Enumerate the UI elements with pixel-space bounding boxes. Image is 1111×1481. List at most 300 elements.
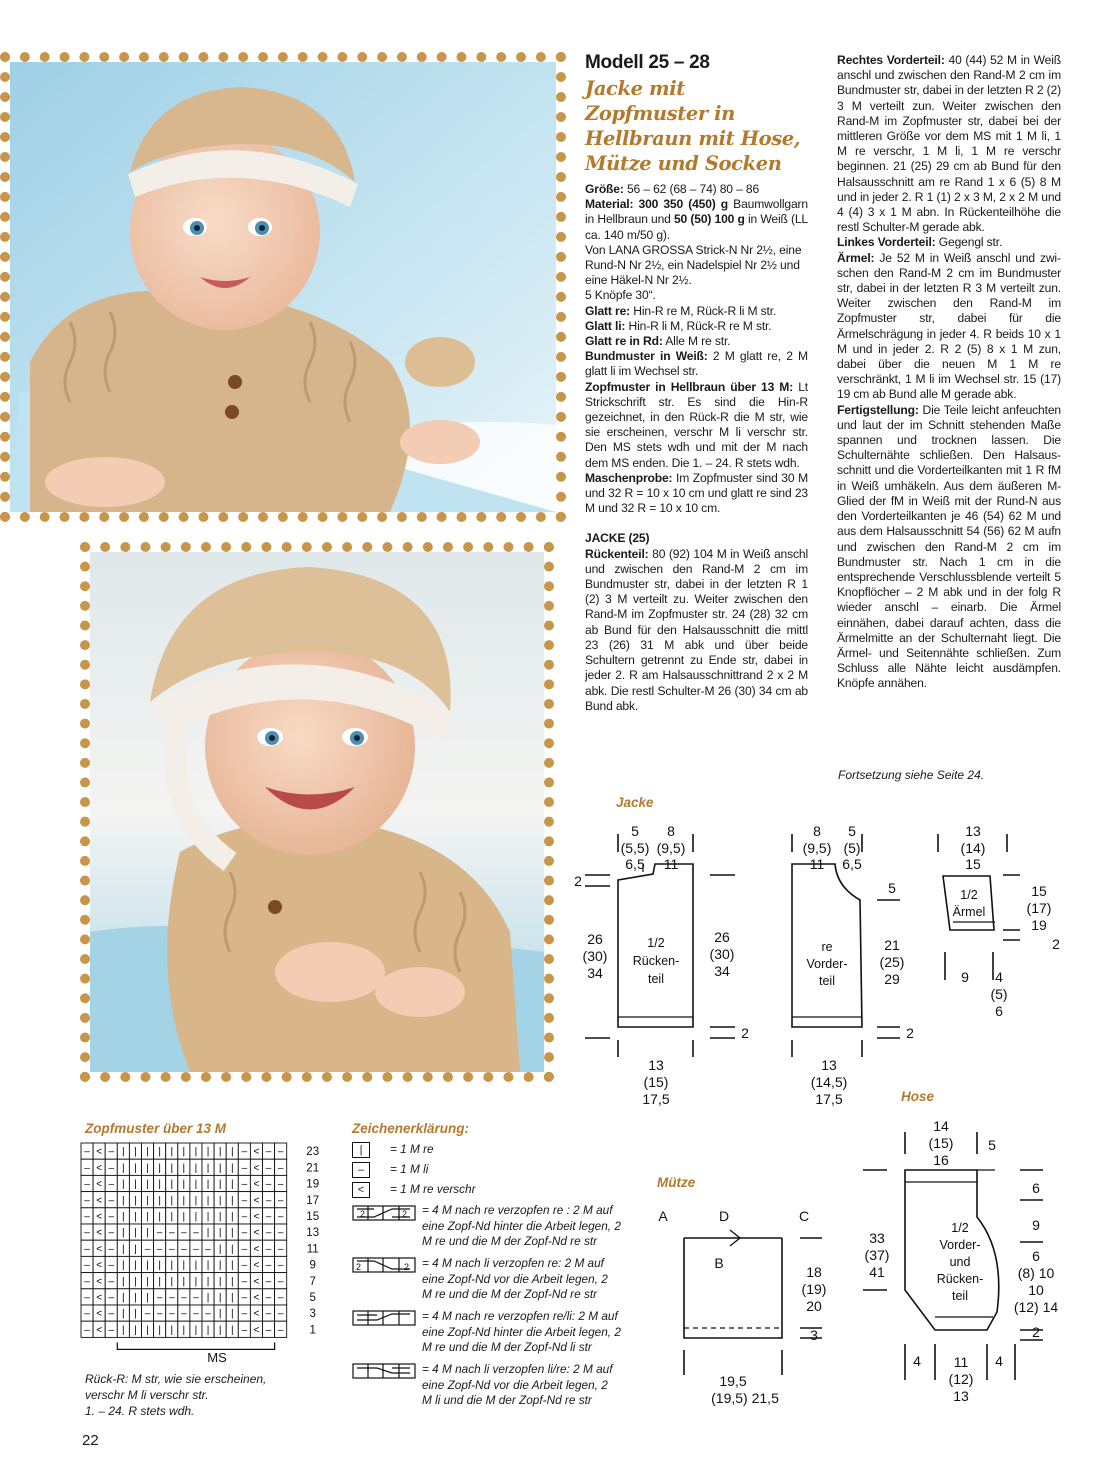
chart-row-number: 11 [306,1243,319,1256]
pants-dim-bottom-mid: (12) [948,1371,974,1387]
chart-cell-symbol: | [182,1276,186,1288]
legend-item [352,1180,642,1200]
svg-text:2: 2 [360,1209,366,1219]
pants-label: 1/2 [951,1221,969,1235]
sleeve-dim-bottom-left: 9 [961,969,969,985]
pants-dim-top: 16 [933,1152,949,1168]
hose-title: Hose [901,1089,935,1104]
chart-cell-symbol: | [218,1260,222,1272]
chart-cell-symbol: – [108,1324,115,1336]
chart-cell-symbol: | [146,1179,149,1191]
chart-cell-symbol: | [218,1211,222,1223]
stitch-text: Hin-R li M, Rück-R re M str. [625,318,772,333]
chart-cell-symbol: – [265,1146,272,1158]
front-dim-right-h: (25) [879,954,905,970]
chart-cell-symbol: | [194,1324,198,1336]
chart-cell-symbol: – [265,1276,272,1288]
chart-cell-symbol: | [122,1195,125,1207]
finishing-text: Die Teile leicht anfeuchten und laut der im Schnitt stehenden Maße spannen und trocknen lassen. Die Schulternähte schließen. Den Halsausschnitt und die Vorderteilkanten mit 1 R fM in Weiß umhäkeln. Aus dem äußeren M-Glied der fM in Weiß mit der Rund-N aus den Vorderteilkanten je 46 (54) 62 M und aus dem Halsausschnitt 54 (56) 62 M aufn und zwischen den Rand-M 2 cm im Bundmuster str. Nach 1 cm in die entsprechende Verschlussblende verteilt 5 Knopflöcher – 2 M abk und in der folg R wieder anschl – einarb. Die Ärmel einnähen, dabei darauf achten, dass die Ärmelmitte an der Schulternaht liegt. Die Ärmel- und Seitennähte schließen. Zum Schluss alle Nähte leicht ausdämpfen. Knöpfe annähen. [837,402,1061,691]
pattern-title [585,76,825,176]
chart-cell-symbol: – [241,1276,248,1288]
gauge-text: Im Zopfmuster sind 30 M und 32 R = 10 x 10 cm und glatt re sind 23 M und 32 R = 10 x 10 cm. [585,470,808,516]
chart-cell-symbol: | [122,1260,125,1272]
chart-cell-symbol: | [194,1260,198,1272]
needles-text: Von LANA GROSSA Strick-N Nr 2½, eine Rund-N Nr 2½, ein Nadelspiel Nr 2½ und eine Häkel-N Nr 2½. [585,242,802,288]
chart-cell-symbol: | [158,1179,161,1191]
chart-cell-symbol: < [96,1324,103,1336]
back-dim-top-left: 6,5 [625,856,645,872]
chart-row-number: 15 [306,1210,320,1223]
chart-cell-symbol: < [96,1243,103,1255]
chart-cell-symbol: | [230,1146,234,1158]
back-dim-left-h: 26 [587,931,603,947]
chart-cell-symbol: – [205,1308,211,1320]
sleeve-label: Ärmel: [837,250,875,265]
chart-cell-symbol: – [181,1308,187,1320]
stitch-text: Alle M re str. [662,334,731,349]
cable-legend-item [422,1256,652,1309]
chart-cell-symbol: < [96,1146,103,1158]
chart-cell-symbol: | [182,1162,186,1174]
legend-title: Zeichenerklärung: [352,1121,470,1136]
material-label: Material: 300 350 (450) g [585,197,729,212]
chart-cell-symbol: – [108,1276,115,1288]
pants-label: und [949,1255,971,1269]
chart-cell-symbol: | [194,1211,198,1223]
chart-row-number: 19 [306,1178,320,1191]
chart-cell-symbol: – [108,1211,115,1223]
chart-cell-symbol: | [134,1195,137,1207]
chart-cell-symbol: – [277,1308,284,1320]
muetze-diagram [650,1200,850,1410]
chart-cell-symbol: – [265,1162,272,1174]
front-dim-bottom: 13 [821,1057,837,1073]
chart-title: Zopfmuster über 13 M [85,1121,227,1136]
cable-legend-item [422,1203,652,1256]
chart-cell-symbol: – [84,1260,90,1272]
chart-cell-symbol: – [277,1227,284,1239]
pants-dim-top: 14 [933,1118,949,1134]
chart-cell-symbol: – [84,1146,90,1158]
chart-cell-symbol: – [241,1243,248,1255]
chart-note [85,1371,305,1419]
chart-cell-symbol: < [253,1146,260,1158]
back-dim-top-left: (5,5) [620,840,650,856]
front-left-label: Linkes Vorderteil: [837,235,936,250]
chart-cell-symbol: | [170,1146,174,1158]
chart-cell-symbol: < [253,1276,260,1288]
hat-dim-right-h: 20 [806,1298,822,1314]
jacke-schema-diagram [565,812,1065,1112]
chart-cell-symbol: – [144,1308,151,1320]
stitch-label: Bundmuster in Weiß: [585,349,708,364]
legend-symbol: – [352,1162,370,1178]
chart-cell-symbol: – [277,1292,284,1304]
chart-row-number: 5 [309,1291,316,1304]
chart-cell-symbol: | [134,1179,137,1191]
back-piece-label: Rücken- [632,954,680,968]
jacke-schema-title: Jacke [616,795,654,810]
chart-cell-symbol: – [265,1292,272,1304]
chart-cell-symbol: | [230,1211,234,1223]
chart-cell-symbol: | [206,1195,210,1207]
back-dim-right-h: 26 [714,929,730,945]
cable-chart-grid [81,1143,287,1349]
front-dim-top-left: 11 [809,856,825,872]
sleeve-dim-top: 13 [965,823,981,839]
chart-cell-symbol: | [158,1162,161,1174]
pants-label: teil [952,1289,968,1303]
cable-symbol-right-purl [353,1311,415,1325]
chart-cell-symbol: | [230,1195,234,1207]
chart-cell-symbol: – [108,1162,115,1174]
chart-cell-symbol: | [218,1243,222,1255]
pants-dim-left-h: 41 [869,1264,885,1280]
chart-cell-symbol: – [277,1243,284,1255]
chart-cell-symbol: | [182,1195,186,1207]
chart-cell-symbol: | [122,1211,125,1223]
chart-cell-symbol: | [134,1276,137,1288]
chart-row-number: 13 [306,1227,320,1240]
chart-cell-symbol: | [218,1308,222,1320]
hat-dim-right-h: (19) [801,1281,827,1297]
chart-cell-symbol: < [253,1162,260,1174]
back-dim-right-h: 34 [714,963,730,979]
chart-cell-symbol: – [241,1162,248,1174]
pants-label: Rücken- [936,1272,984,1286]
chart-cell-symbol: | [206,1227,210,1239]
chart-cell-symbol: – [265,1243,272,1255]
chart-cell-symbol: | [122,1308,125,1320]
sleeve-dim-top: 15 [965,856,981,872]
cable-legend-line: M li und die M der Zopf-Nd re str [422,1393,592,1407]
chart-cell-symbol: | [122,1146,125,1158]
chart-cell-symbol: – [168,1308,175,1320]
chart-cell-symbol: | [194,1162,198,1174]
size-text: 56 – 62 (68 – 74) 80 – 86 [623,182,760,196]
cable-legend-line: M re und die M der Zopf-Nd re str [422,1287,598,1301]
pants-dim-bottom-left: 4 [913,1353,921,1369]
chart-cell-symbol: – [84,1276,90,1288]
chart-cell-symbol: – [84,1195,90,1207]
continuation-note: Fortsetzung siehe Seite 24. [838,768,985,782]
chart-cell-symbol: – [277,1179,284,1191]
cable-legend-line: eine Zopf-Nd hinter die Arbeit legen, 2 [422,1324,621,1339]
cable-legend-line: M re und die M der Zopf-Nd re str [422,1234,598,1248]
chart-cell-symbol: – [84,1308,90,1320]
chart-cell-symbol: – [241,1260,248,1272]
sleeve-dim-bottom-right: 6 [995,1003,1003,1019]
back-dim-top-right: 8 [667,823,675,839]
chart-cell-symbol: | [122,1324,125,1336]
baby-photo-bottom-image [90,552,544,1072]
chart-cell-symbol: < [96,1260,103,1272]
chart-cell-symbol: – [156,1227,163,1239]
legend-symbol: | [352,1142,370,1158]
chart-cell-symbol: – [277,1260,284,1272]
front-dim-top-right: 5 [848,823,856,839]
chart-cell-symbol: | [218,1146,222,1158]
chart-cell-symbol: – [265,1227,272,1239]
chart-cell-symbol: – [193,1227,199,1239]
chart-cell-symbol: – [156,1243,163,1255]
chart-cell-symbol: | [158,1276,161,1288]
chart-cell-symbol: | [230,1179,234,1191]
chart-cell-symbol: – [241,1146,248,1158]
chart-cell-symbol: – [168,1227,175,1239]
chart-ms-label: MS [207,1350,227,1365]
sleeve-label: 1/2 [960,888,978,902]
material-weight: 50 (50) 100 g [673,212,745,227]
chart-note-line: Rück-R: M str, wie sie erscheinen, [85,1372,267,1386]
pants-dim-right: 6 [1032,1248,1040,1264]
hose-diagram [855,1112,1080,1417]
back-text: 80 (92) 104 M in Weiß anschl und zwischen den Rand-M 2 cm im Bundmuster str, dabei in der letzten R 1 (2) 3 M verteilt zu. Weiter zwischen den Rand-M im Zopfmuster str. 24 (28) 32 cm ab Bund für den Halsausschnitt die mittl 23 (26) 31 M abk und über beide Schultern getrennt zu Ende str, dabei in jeder 2. R am Halsausschnittrand 2 x 2 M abk. Die restl Schulter-M 26 (30) 34 cm ab Bund abk. [585,546,808,713]
chart-cell-symbol: < [96,1162,103,1174]
chart-cell-symbol: | [134,1324,137,1336]
chart-cell-symbol: | [122,1179,125,1191]
pants-dim-right: 9 [1032,1217,1040,1233]
front-dim-top-right: (5) [843,840,861,856]
chart-cell-symbol: | [206,1276,210,1288]
pants-dim-right: 6 [1032,1180,1040,1196]
pants-dim-right: (12) 14 [1013,1299,1059,1315]
cable-legend-symbols [352,1203,418,1393]
chart-cell-symbol: – [84,1162,90,1174]
svg-text:2: 2 [402,1209,408,1219]
front-dim-top-right: 6,5 [842,856,862,872]
chart-cell-symbol: | [218,1162,222,1174]
chart-cell-symbol: – [168,1292,175,1304]
material-text: Baumwollgarn in Hellbraun und [585,197,808,227]
front-dim-top-left: (9,5) [802,840,832,856]
pants-label: Vorder- [939,1238,981,1252]
chart-cell-symbol: – [193,1243,199,1255]
chart-cell-symbol: – [181,1227,187,1239]
chart-cell-symbol: | [218,1276,222,1288]
chart-cell-symbol: – [108,1243,115,1255]
chart-cell-symbol: | [230,1324,234,1336]
chart-cell-symbol: – [84,1243,90,1255]
chart-row-number: 9 [309,1259,316,1272]
pattern-title-line: Mütze und Socken [585,152,782,175]
chart-cell-symbol: < [253,1292,260,1304]
cable-chart [80,1142,340,1367]
chart-cell-symbol: | [158,1260,161,1272]
chart-cell-symbol: | [170,1195,174,1207]
chart-cell-symbol: – [241,1292,248,1304]
chart-cell-symbol: – [265,1260,272,1272]
stitch-text: 2 M glatt re, 2 M glatt li im Wechsel str. [585,349,808,379]
pants-dim-bottom-mid: 11 [953,1354,969,1370]
chart-cell-symbol: < [253,1260,260,1272]
stitch-label: Glatt li: [585,318,626,333]
stitch-label: Glatt re in Rd: [585,334,663,349]
model-number: Modell 25 – 28 [585,52,710,73]
chart-cell-symbol: | [206,1162,210,1174]
chart-row-number: 3 [309,1308,316,1321]
chart-cell-symbol: | [170,1324,174,1336]
legend-symbol: < [352,1182,370,1198]
chart-cell-symbol: – [181,1243,187,1255]
chart-cell-symbol: | [158,1195,161,1207]
legend-item [352,1160,642,1180]
front-dim-bund: 2 [906,1025,914,1041]
chart-cell-symbol: – [168,1243,175,1255]
section-heading: JACKE (25) [585,531,650,546]
legend [352,1140,642,1200]
chart-cell-symbol: – [108,1308,115,1320]
pants-dim-top-right: 5 [988,1137,996,1153]
chart-cell-symbol: | [146,1162,149,1174]
chart-cell-symbol: < [253,1308,260,1320]
chart-cell-symbol: | [218,1195,222,1207]
chart-cell-symbol: | [134,1162,137,1174]
chart-cell-symbol: | [122,1243,125,1255]
chart-cell-symbol: | [194,1276,198,1288]
chart-cell-symbol: – [84,1211,90,1223]
buttons-text: 5 Knöpfe 30“. [585,288,656,303]
pattern-title-line: Jacke mit [585,77,685,100]
chart-cell-symbol: – [84,1179,90,1191]
chart-cell-symbol: < [253,1179,260,1191]
back-label: Rückenteil: [585,546,649,561]
chart-cell-symbol: | [146,1146,149,1158]
chart-cell-symbol: | [170,1162,174,1174]
chart-cell-symbol: | [206,1211,210,1223]
chart-cell-symbol: | [230,1308,234,1320]
instructions-column-2 [837,53,1061,692]
pattern-title-line: Hellbraun mit Hose, [585,127,801,150]
front-dim-neck: 5 [888,880,896,896]
legend-text: = 1 M li [390,1162,429,1177]
chart-cell-symbol: < [96,1195,103,1207]
cable-legend-line: = 4 M nach li verzopfen li/re: 2 M auf [422,1362,613,1376]
size-label: Größe: [585,182,624,196]
front-left-text: Gegengl str. [935,235,1003,250]
hat-point-a: A [658,1208,668,1224]
chart-cell-symbol: | [134,1211,137,1223]
chart-cell-symbol: – [108,1227,115,1239]
chart-cell-symbol: | [230,1227,234,1239]
chart-cell-symbol: | [230,1292,234,1304]
chart-cell-symbol: – [277,1195,284,1207]
chart-cell-symbol: | [182,1179,186,1191]
chart-cell-symbol: | [230,1276,234,1288]
chart-cell-symbol: | [206,1179,210,1191]
chart-cell-symbol: – [241,1227,248,1239]
front-right-label: Rechtes Vorderteil: [837,53,945,67]
front-dim-top-left: 8 [813,823,821,839]
legend-item [352,1140,642,1160]
pants-dim-right: 10 [1028,1282,1044,1298]
chart-cell-symbol: | [134,1308,137,1320]
back-dim-bund: 2 [741,1025,749,1041]
hat-point-b: B [714,1255,724,1271]
hat-outline [684,1238,782,1338]
pattern-title-line: Zopfmuster in [585,102,735,125]
chart-cell-symbol: | [182,1211,186,1223]
chart-cell-symbol: | [146,1292,149,1304]
back-dim-left-h: (30) [582,948,608,964]
chart-cell-symbol: | [134,1243,137,1255]
chart-cell-symbol: | [158,1324,161,1336]
chart-cell-symbol: < [96,1179,103,1191]
hat-dim-right-h: 18 [806,1264,822,1280]
cable-legend-line: eine Zopf-Nd vor die Arbeit legen, 2 [422,1271,608,1286]
chart-cell-symbol: – [277,1211,284,1223]
chart-cell-symbol: | [158,1146,161,1158]
back-dim-bottom: 17,5 [642,1091,670,1107]
finishing-label: Fertigstellung: [837,402,919,417]
chart-cell-symbol: < [96,1211,103,1223]
chart-cell-symbol: | [218,1179,222,1191]
chart-cell-symbol: – [84,1324,90,1336]
chart-cell-symbol: | [122,1292,125,1304]
chart-cell-symbol: | [230,1260,234,1272]
sleeve-label: Ärmel [952,905,986,919]
svg-text:2: 2 [356,1262,362,1272]
chart-cell-symbol: – [84,1292,90,1304]
chart-cell-symbol: – [241,1308,248,1320]
chart-cell-symbol: – [108,1146,115,1158]
back-dim-top-left: 5 [631,823,639,839]
chart-cell-symbol: < [253,1195,260,1207]
pants-dim-bottom-mid: 13 [953,1388,969,1404]
chart-cell-symbol: | [134,1146,137,1158]
front-piece-label: re [821,940,833,954]
chart-cell-symbol: | [206,1292,210,1304]
cable-legend-texts [422,1203,652,1415]
chart-cell-symbol: – [277,1276,284,1288]
chart-cell-symbol: | [170,1211,174,1223]
material-text-2: in Weiß (LL ca. 140 m/50 g). [585,212,808,242]
cable-legend-line: M re und die M der Zopf-Nd li str [422,1340,592,1354]
chart-cell-symbol: | [134,1260,137,1272]
chart-note-line: verschr M li verschr str. [85,1388,209,1402]
sleeve-text: Je 52 M in Weiß anschl und zwischen den Rand-M 2 cm im Bundmuster str, dabei in der letzten R 3 M verteilt zun. Weiter zwischen den Rand-M im Zopfmuster str, dabei für die Ärmelschrägung in jeder 4. R beids 10 x 1 M und in jeder 2. R 2 (5) 8 x 1 M zun, dabei über die neuen M 1 M re verschränkt, 1 M li im Wechsel str. 15 (17) 19 cm ab Bund alle M gerade abk. [837,250,1061,402]
chart-row-number: 17 [306,1194,320,1207]
hat-dim-bottom: 19,5 [719,1373,747,1389]
chart-cell-symbol: | [230,1243,234,1255]
sleeve-dim-right-h: (17) [1026,900,1052,916]
chart-cell-symbol: | [206,1324,210,1336]
front-dim-right-h: 29 [884,971,900,987]
chart-cell-symbol: | [170,1260,174,1272]
gauge-label: Maschenprobe: [585,470,673,485]
chart-row-number: 23 [306,1146,320,1159]
back-dim-right-h: (30) [709,946,735,962]
chart-cell-symbol: – [241,1195,248,1207]
chart-cell-symbol: – [108,1195,115,1207]
back-dim-step: 2 [574,873,582,889]
chart-cell-symbol: | [122,1276,125,1288]
stitch-label: Zopfmuster in Hellbraun über 13 M: [585,379,794,394]
chart-row-number: 21 [306,1162,320,1175]
chart-cell-symbol: – [84,1227,90,1239]
back-piece-label: 1/2 [647,936,665,950]
front-piece-label: Vorder- [806,957,848,971]
chart-cell-symbol: – [265,1324,272,1336]
chart-cell-symbol: – [156,1308,163,1320]
chart-cell-symbol: – [108,1179,115,1191]
pants-dim-left-h: 33 [869,1230,885,1246]
chart-cell-symbol: | [218,1324,222,1336]
chart-cell-symbol: – [193,1292,199,1304]
baby-photo-top [0,52,566,522]
chart-cell-symbol: | [194,1195,198,1207]
chart-cell-symbol: – [277,1146,284,1158]
